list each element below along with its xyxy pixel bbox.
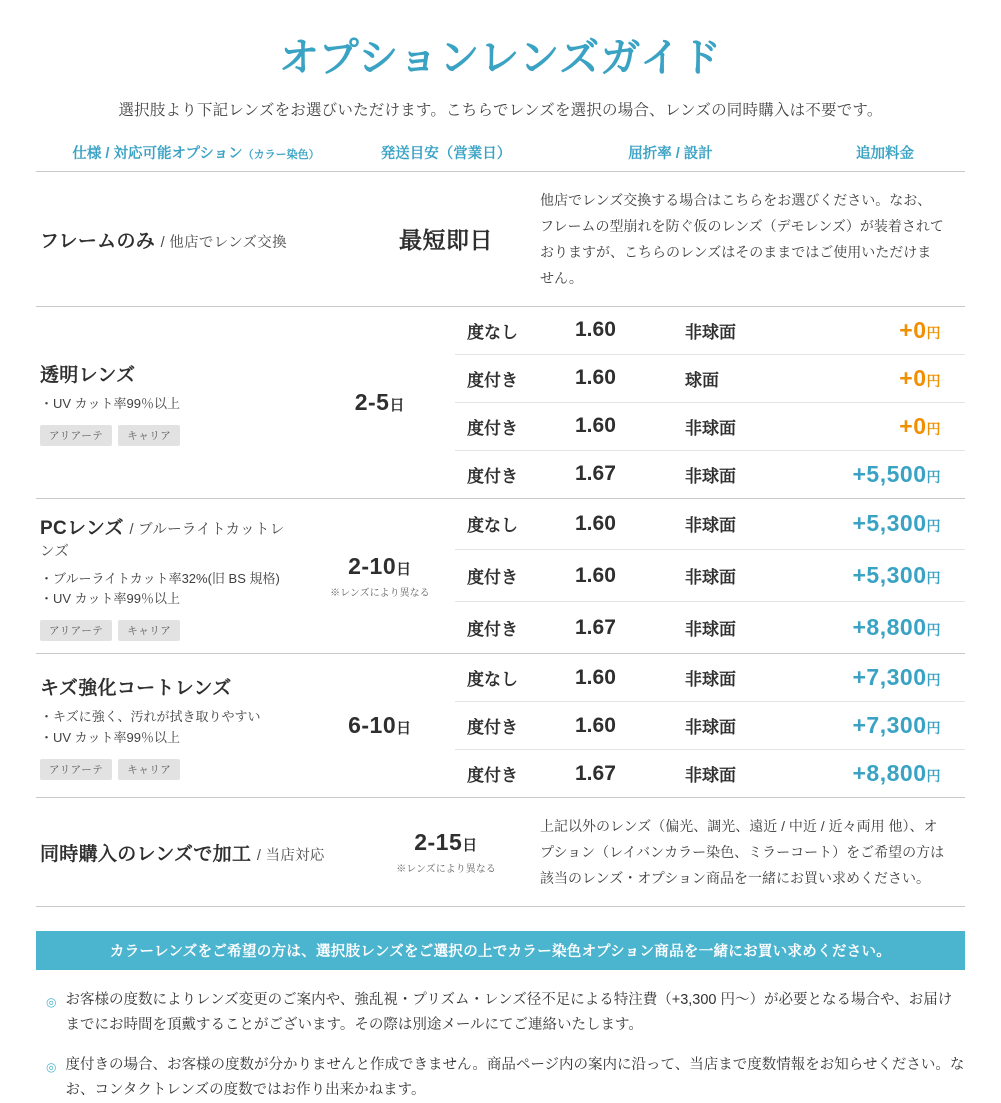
variant-row (455, 307, 965, 355)
variant-price-value: +8,800 (852, 760, 927, 787)
option-tag: アリアーテ (40, 425, 112, 446)
lens-name (40, 360, 299, 387)
variant-price-value: +8,800 (852, 614, 927, 641)
lens-option-tags (40, 425, 299, 446)
bullet-circle-icon: ◎ (46, 1059, 57, 1074)
shipping-value: 2-5 (354, 388, 390, 415)
row-shipping-cell (305, 307, 455, 498)
variant-index: 1.60 (575, 563, 616, 587)
lens-name-main: キズ強化コートレンズ (40, 678, 232, 700)
shipping-unit: 日 (396, 720, 412, 738)
shipping-estimate (355, 389, 405, 416)
variant-degree: 度なし (467, 322, 518, 342)
column-header-spec-note: （カラー染色） (242, 149, 320, 161)
variant-price-unit: 円 (926, 468, 941, 485)
page-title: オプションレンズガイド (279, 36, 722, 80)
variant-row (455, 602, 965, 653)
variant-degree: 度付き (467, 466, 518, 486)
table-row (36, 499, 965, 655)
variant-price-value: +7,300 (852, 664, 927, 691)
variant-price (805, 712, 965, 739)
lens-feature-list (40, 707, 299, 749)
shipping-estimate (414, 829, 478, 856)
variant-price-unit: 円 (926, 768, 941, 785)
table-row (36, 307, 965, 499)
option-tag: アリアーテ (40, 759, 112, 780)
variant-index: 1.67 (575, 615, 616, 639)
lens-name-sub: / ブルーライトカットレンズ (40, 521, 285, 560)
variant-price-value: +0 (899, 316, 927, 343)
variant-design: 球面 (685, 370, 719, 390)
variant-price-unit: 円 (926, 672, 941, 689)
variant-price-value: +7,300 (852, 712, 927, 739)
variant-price (805, 614, 965, 641)
variant-design: 非球面 (685, 670, 736, 690)
shipping-value: 6-10 (348, 712, 397, 739)
lens-name-main: 透明レンズ (40, 365, 136, 387)
variant-degree: 度付き (467, 718, 518, 738)
variant-index: 1.67 (575, 462, 616, 486)
footnote-item (46, 988, 965, 1039)
lens-name (40, 513, 299, 562)
variant-degree: 度付き (467, 568, 518, 588)
color-lens-banner: カラーレンズをご希望の方は、選択肢レンズをご選択の上でカラー染色オプション商品を一緒にお買い求めください。 (36, 931, 965, 970)
lens-feature: ・ブルーライトカット率32%(旧 BS 規格) (40, 570, 280, 586)
lens-feature-list (40, 394, 299, 415)
footnote-text: お客様の度数によりレンズ変更のご案内や、強乱視・プリズム・レンズ径不足による特注費（+3,300 円～）が必要となる場合や、お届けまでにお時間を頂戴することがございます。その際は別途メールにてご連絡いたします。 (65, 991, 953, 1034)
shipping-note: ※レンズにより異なる (330, 587, 430, 599)
variant-price-value: +5,300 (852, 562, 927, 589)
page-subtitle: 選択肢より下記レンズをお選びいただけます。こちらでレンズを選択の場合、レンズの同時購入は不要です。 (118, 102, 883, 119)
variant-price-unit: 円 (926, 372, 941, 389)
shipping-unit: 日 (396, 560, 412, 578)
variant-degree: 度付き (467, 766, 518, 786)
variant-price (805, 760, 965, 787)
variant-design: 非球面 (685, 516, 736, 536)
variant-degree: 度付き (467, 418, 518, 438)
lens-option-tags (40, 759, 299, 780)
shipping-unit: 日 (462, 836, 478, 854)
shipping-value: 最短即日 (399, 227, 493, 254)
row-variant-list (455, 499, 965, 654)
variant-degree: 度付き (467, 620, 518, 640)
row-shipping-cell (356, 798, 536, 906)
row-shipping-cell (305, 499, 455, 654)
lens-feature: ・UV カット率99％以上 (40, 396, 181, 412)
variant-design: 非球面 (685, 322, 736, 342)
lens-feature: ・UV カット率99％以上 (40, 730, 181, 746)
variant-design: 非球面 (685, 418, 736, 438)
variant-price-value: +5,300 (852, 510, 927, 537)
variant-price-value: +0 (899, 412, 927, 439)
shipping-estimate (348, 553, 412, 580)
variant-degree: 度なし (467, 516, 518, 536)
row-shipping-cell (356, 172, 536, 306)
lens-options-table (36, 171, 965, 907)
variant-price-value: +0 (899, 364, 927, 391)
table-column-headers (36, 142, 965, 171)
option-tag: キャリア (118, 759, 180, 780)
column-header-shipping: 発送目安（営業日） (380, 146, 512, 162)
lens-name-main: PCレンズ (40, 517, 124, 539)
column-header-index: 屈折率 / 設計 (628, 146, 713, 162)
row-spec-cell (36, 499, 305, 654)
variant-price (805, 317, 965, 344)
shipping-estimate (399, 222, 493, 255)
lens-name-sub: / 当店対応 (256, 848, 325, 865)
shipping-unit: 日 (389, 396, 405, 414)
variant-row (455, 654, 965, 702)
variant-price-unit: 円 (926, 324, 941, 341)
variant-index: 1.60 (575, 713, 616, 737)
variant-index: 1.60 (575, 665, 616, 689)
variant-degree: 度付き (467, 370, 518, 390)
shipping-note: ※レンズにより異なる (396, 863, 496, 875)
variant-price (805, 461, 965, 488)
row-spec-cell (36, 172, 356, 306)
table-row (36, 172, 965, 307)
variant-price-value: +5,500 (852, 460, 927, 487)
variant-degree: 度なし (467, 670, 518, 690)
row-variant-list (455, 307, 965, 498)
variant-price-unit: 円 (926, 518, 941, 535)
variant-row (455, 702, 965, 750)
shipping-value: 2-15 (414, 828, 463, 855)
column-header-spec-label: 仕様 / 対応可能オプション (72, 146, 243, 162)
variant-row (455, 355, 965, 403)
footnotes (36, 988, 965, 1103)
variant-index: 1.60 (575, 318, 616, 342)
table-row (36, 654, 965, 798)
variant-design: 非球面 (685, 718, 736, 738)
lens-name-sub: / 他店でレンズ交換 (160, 235, 287, 252)
lens-feature: ・キズに強く、汚れが拭き取りやすい (40, 709, 261, 725)
variant-row (455, 499, 965, 551)
lens-feature-list (40, 569, 299, 611)
variant-design: 非球面 (685, 568, 736, 588)
variant-row (455, 403, 965, 451)
lens-name (40, 226, 350, 253)
row-shipping-cell (305, 654, 455, 797)
variant-design: 非球面 (685, 766, 736, 786)
variant-price (805, 664, 965, 691)
variant-price (805, 510, 965, 537)
variant-price (805, 365, 965, 392)
lens-option-tags (40, 620, 299, 641)
variant-row (455, 550, 965, 602)
variant-price-unit: 円 (926, 622, 941, 639)
column-header-price: 追加料金 (856, 146, 914, 162)
row-variant-list (455, 654, 965, 797)
row-spec-cell (36, 654, 305, 797)
variant-row (455, 451, 965, 498)
option-tag: キャリア (118, 620, 180, 641)
bullet-circle-icon: ◎ (46, 994, 57, 1009)
variant-price-unit: 円 (926, 720, 941, 737)
table-row (36, 798, 965, 907)
option-tag: キャリア (118, 425, 180, 446)
option-tag: アリアーテ (40, 620, 112, 641)
footnote-text: 度付きの場合、お客様の度数が分かりませんと作成できません。商品ページ内の案内に沿って、当店まで度数情報をお知らせください。なお、コンタクトレンズの度数ではお作り出来かねます。 (65, 1056, 965, 1098)
variant-index: 1.60 (575, 511, 616, 535)
variant-price (805, 413, 965, 440)
column-header-spec (36, 142, 356, 163)
shipping-value: 2-10 (348, 552, 397, 579)
variant-design: 非球面 (685, 620, 736, 640)
variant-index: 1.60 (575, 366, 616, 390)
footnote-item (46, 1053, 965, 1103)
variant-row (455, 750, 965, 797)
row-spec-cell (36, 307, 305, 498)
lens-feature: ・UV カット率99％以上 (40, 591, 181, 607)
variant-index: 1.67 (575, 761, 616, 785)
row-spec-cell (36, 798, 356, 906)
lens-name (40, 839, 350, 866)
lens-name (40, 673, 299, 700)
shipping-estimate (348, 712, 412, 739)
lens-name-main: フレームのみ (40, 231, 156, 253)
variant-index: 1.60 (575, 414, 616, 438)
row-note-text: 他店でレンズ交換する場合はこちらをお選びください。なお、フレームの型崩れを防ぐ仮のレンズ（デモレンズ）が装着されておりますが、こちらのレンズはそのままではご使用いただけません。 (540, 192, 944, 286)
lens-name-main: 同時購入のレンズで加工 (40, 844, 252, 866)
variant-price-unit: 円 (926, 570, 941, 587)
variant-price-unit: 円 (926, 420, 941, 437)
row-note-text: 上記以外のレンズ（偏光、調光、遠近 / 中近 / 近々両用 他）、オプション（レイバンカラー染色、ミラーコート）をご希望の方は該当のレンズ・オプション商品を一緒にお買い求めください。 (540, 818, 945, 886)
variant-design: 非球面 (685, 466, 736, 486)
variant-price (805, 562, 965, 589)
